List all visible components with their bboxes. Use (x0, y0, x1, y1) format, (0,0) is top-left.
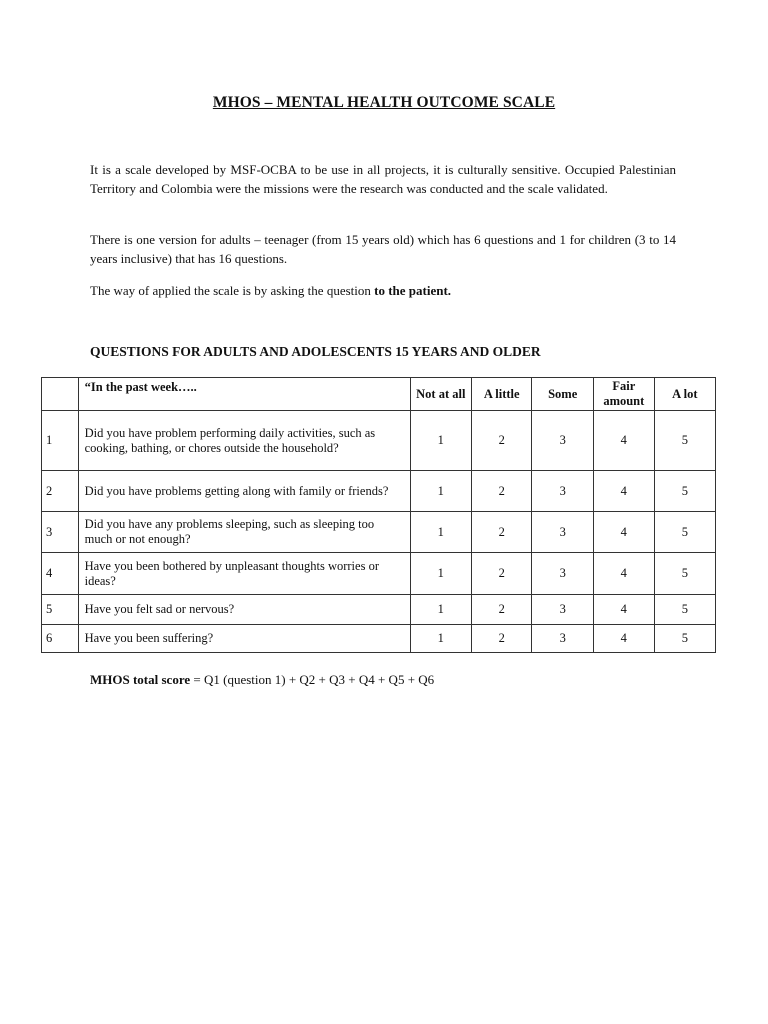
row-number: 3 (42, 512, 79, 553)
score-cell[interactable]: 2 (471, 553, 531, 595)
table-row (42, 595, 716, 625)
score-cell[interactable]: 4 (593, 512, 654, 553)
document-title: MHOS – MENTAL HEALTH OUTCOME SCALE (212, 94, 556, 111)
score-cell[interactable]: 5 (654, 512, 715, 553)
score-cell[interactable]: 5 (654, 411, 715, 471)
question-text: Did you have problems getting along with family or friends? (78, 471, 410, 512)
table-header-row (42, 378, 716, 411)
score-cell[interactable]: 1 (410, 553, 471, 595)
score-cell[interactable]: 1 (410, 625, 471, 653)
question-text: Did you have problem performing daily activities, such as cooking, bathing, or chores outside the household? (78, 411, 410, 471)
application-text: The way of applied the scale is by asking the question (90, 283, 375, 298)
formula-label: MHOS total score (90, 672, 191, 687)
score-cell[interactable]: 4 (593, 411, 654, 471)
header-option-fair-amount: Fair amount (593, 378, 654, 411)
score-cell[interactable]: 2 (471, 512, 531, 553)
table-row (42, 625, 716, 653)
score-cell[interactable]: 5 (654, 595, 715, 625)
total-score-formula (90, 672, 434, 688)
header-option-some: Some (532, 378, 594, 411)
score-cell[interactable]: 5 (654, 625, 715, 653)
row-number: 4 (42, 553, 79, 595)
header-number-cell (42, 378, 79, 411)
mhos-question-table (41, 377, 716, 653)
score-cell[interactable]: 2 (471, 411, 531, 471)
score-cell[interactable]: 3 (532, 471, 594, 512)
question-text: Have you felt sad or nervous? (78, 595, 410, 625)
header-option-not-at-all: Not at all (410, 378, 471, 411)
score-cell[interactable]: 2 (471, 471, 531, 512)
score-cell[interactable]: 4 (593, 471, 654, 512)
score-cell[interactable]: 3 (532, 625, 594, 653)
score-cell[interactable]: 4 (593, 553, 654, 595)
score-cell[interactable]: 2 (471, 595, 531, 625)
versions-paragraph: There is one version for adults – teenager (from 15 years old) which has 6 questions and 1 for children (3 to 14 years inclusive) that has 16 questions. (90, 232, 676, 266)
score-cell[interactable]: 5 (654, 471, 715, 512)
header-option-a-little: A little (471, 378, 531, 411)
score-cell[interactable]: 4 (593, 625, 654, 653)
score-cell[interactable]: 5 (654, 553, 715, 595)
table-row (42, 411, 716, 471)
application-bold-text: to the patient. (374, 283, 452, 298)
application-paragraph (90, 281, 676, 300)
score-cell[interactable]: 3 (532, 411, 594, 471)
section-heading: QUESTIONS FOR ADULTS AND ADOLESCENTS 15 YEARS AND OLDER (90, 344, 541, 359)
score-cell[interactable]: 3 (532, 595, 594, 625)
score-cell[interactable]: 3 (532, 512, 594, 553)
table-row (42, 471, 716, 512)
row-number: 2 (42, 471, 79, 512)
score-cell[interactable]: 1 (410, 471, 471, 512)
intro-paragraph: It is a scale developed by MSF-OCBA to be use in all projects, it is culturally sensitive. Occupied Palestinian Territory and Colombia were the missions were the research was conducted and the scale validated. (90, 162, 676, 196)
score-cell[interactable]: 1 (410, 411, 471, 471)
score-cell[interactable]: 2 (471, 625, 531, 653)
score-cell[interactable]: 1 (410, 595, 471, 625)
row-number: 1 (42, 411, 79, 471)
table-row (42, 512, 716, 553)
question-text: Have you been suffering? (78, 625, 410, 653)
row-number: 6 (42, 625, 79, 653)
table-row (42, 553, 716, 595)
header-option-a-lot: A lot (654, 378, 715, 411)
question-text: Did you have any problems sleeping, such as sleeping too much or not enough? (78, 512, 410, 553)
row-number: 5 (42, 595, 79, 625)
formula-expression: = Q1 (question 1) + Q2 + Q3 + Q4 + Q5 + Q6 (190, 672, 435, 687)
header-stem-cell: “In the past week….. (78, 378, 410, 411)
score-cell[interactable]: 3 (532, 553, 594, 595)
score-cell[interactable]: 1 (410, 512, 471, 553)
question-text: Have you been bothered by unpleasant thoughts worries or ideas? (78, 553, 410, 595)
score-cell[interactable]: 4 (593, 595, 654, 625)
